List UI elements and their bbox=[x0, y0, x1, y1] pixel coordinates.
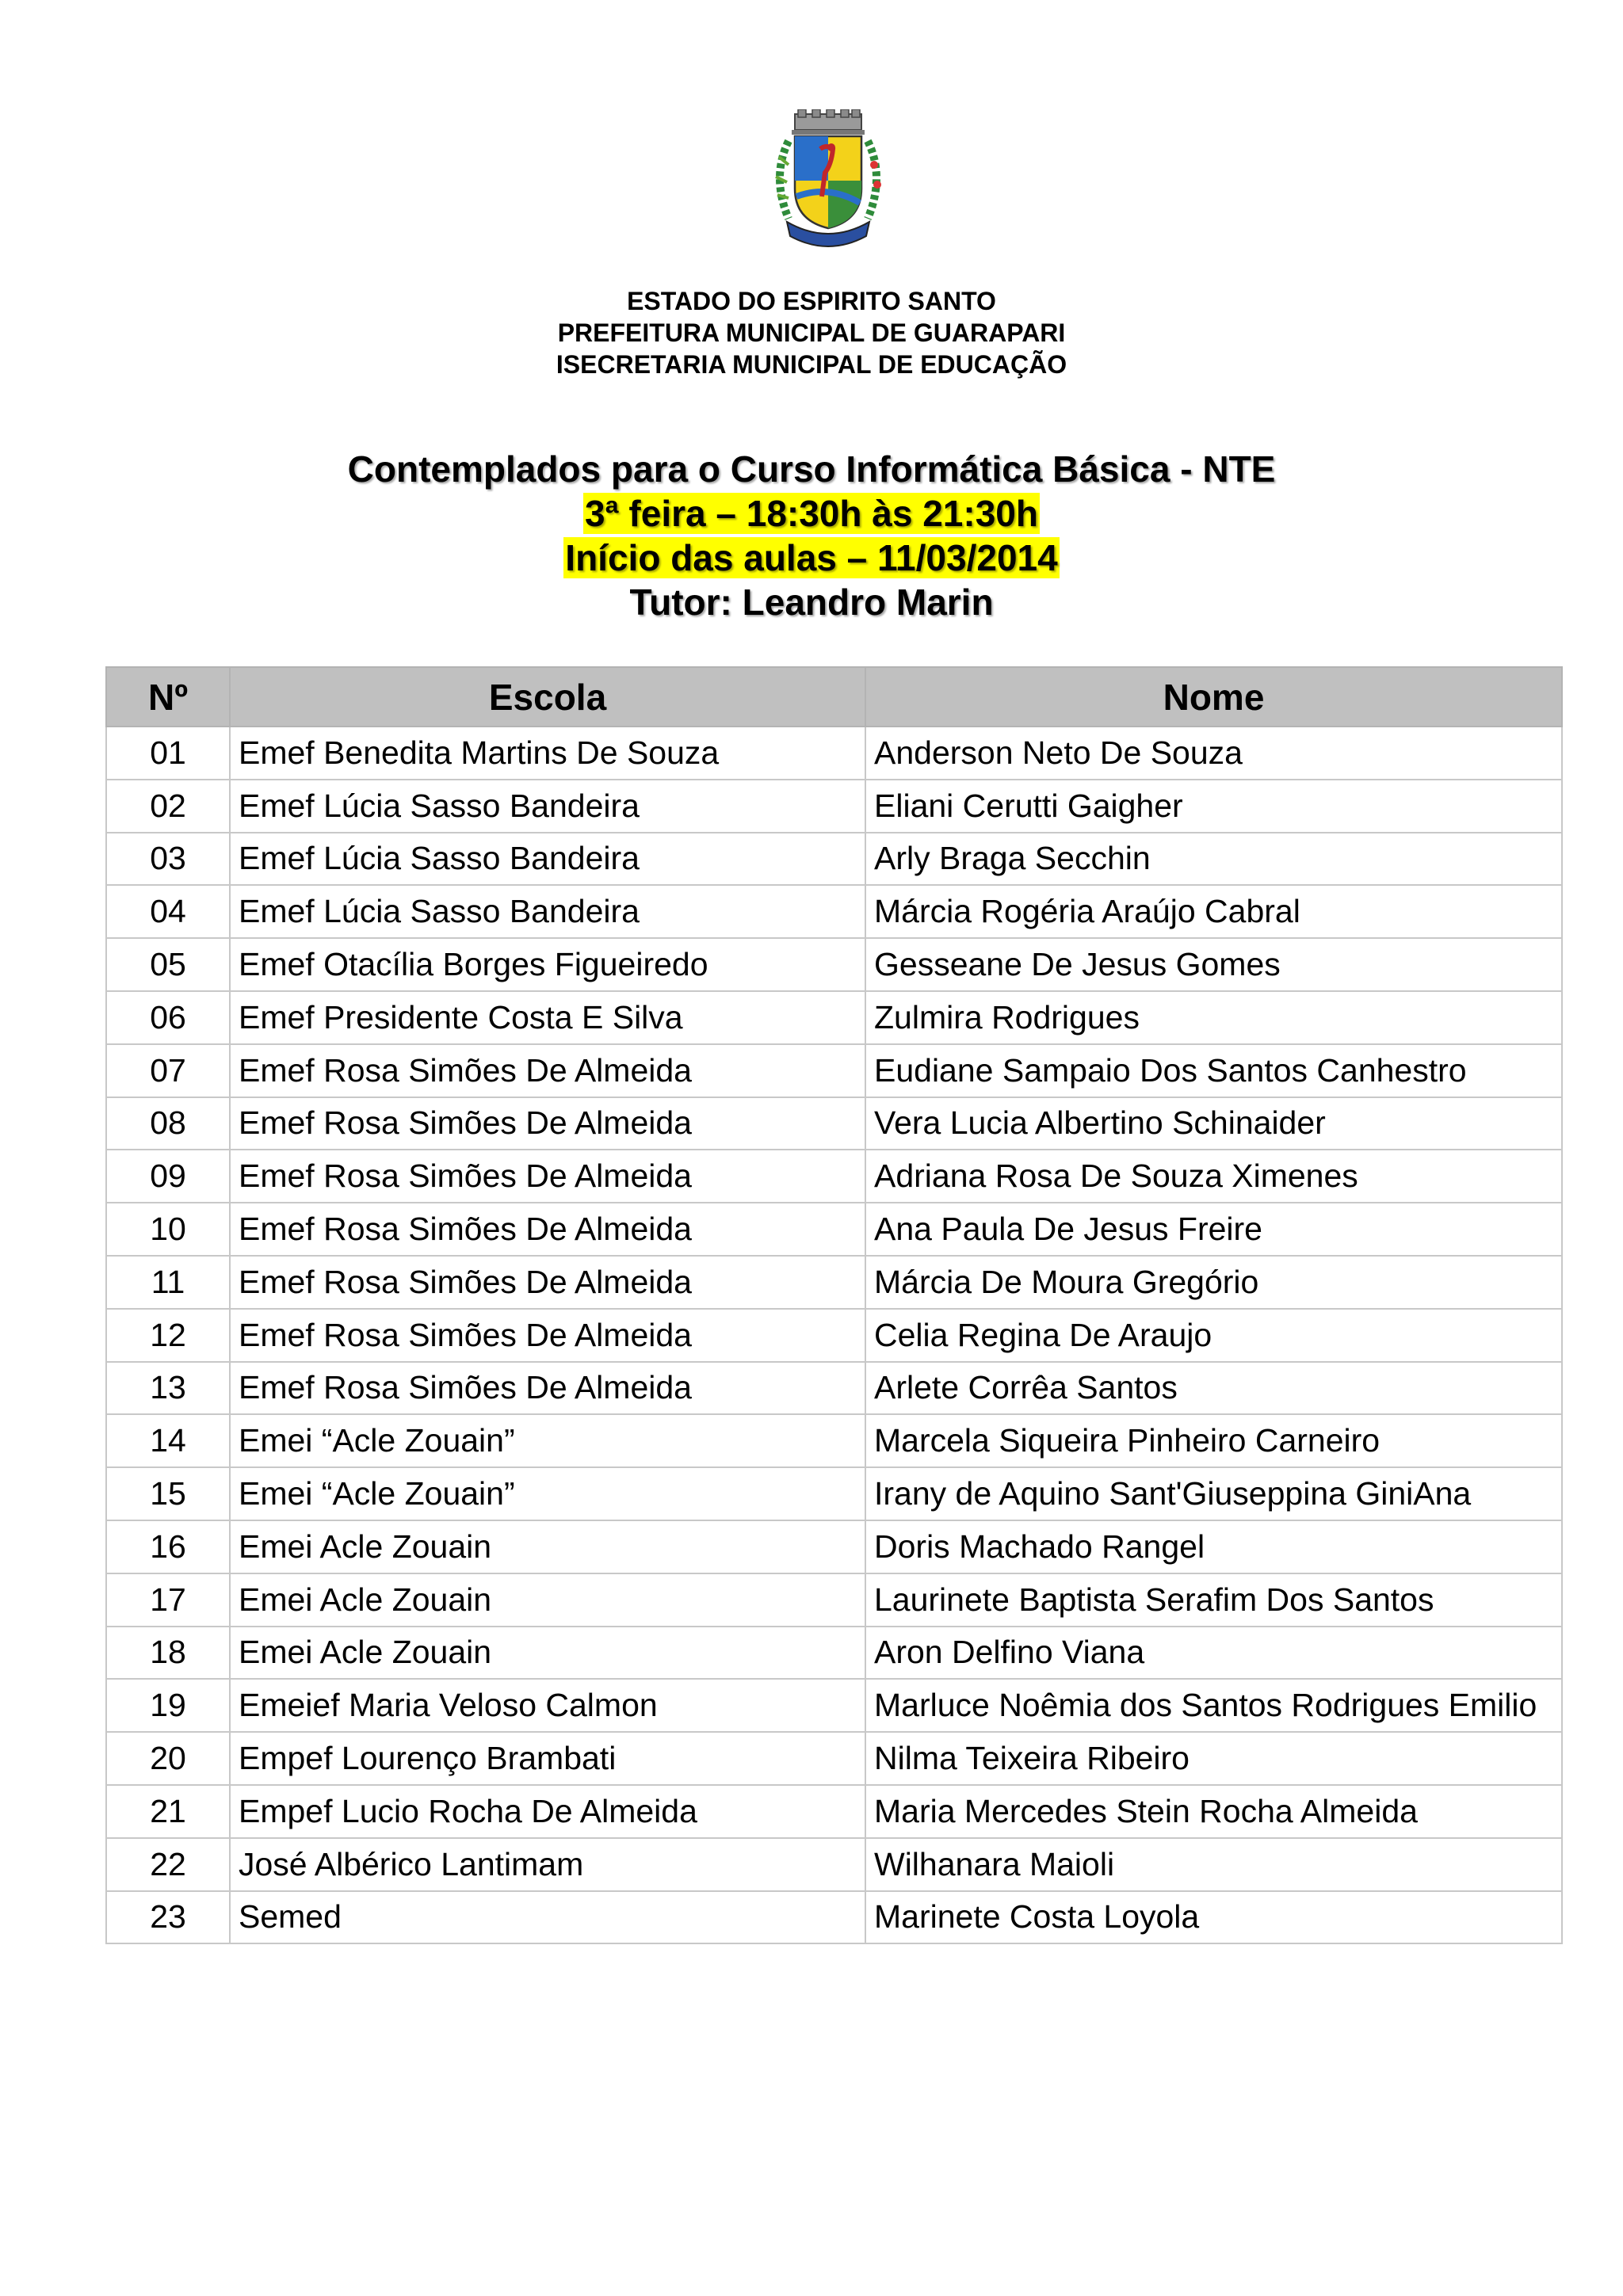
row-number: 10 bbox=[106, 1203, 230, 1256]
row-school: Emef Rosa Simões De Almeida bbox=[230, 1203, 865, 1256]
row-school: Emei Acle Zouain bbox=[230, 1627, 865, 1680]
row-name: Zulmira Rodrigues bbox=[865, 991, 1562, 1044]
table-row bbox=[106, 1362, 1562, 1415]
table-row bbox=[106, 1838, 1562, 1891]
row-number: 22 bbox=[106, 1838, 230, 1891]
row-name: Marcela Siqueira Pinheiro Carneiro bbox=[865, 1414, 1562, 1467]
row-school: Emef Benedita Martins De Souza bbox=[230, 727, 865, 780]
row-school: Emef Presidente Costa E Silva bbox=[230, 991, 865, 1044]
row-number: 15 bbox=[106, 1467, 230, 1520]
row-name: Gesseane De Jesus Gomes bbox=[865, 938, 1562, 991]
row-school: Emei Acle Zouain bbox=[230, 1573, 865, 1627]
schedule-line: 3ª feira – 18:30h às 21:30h bbox=[585, 493, 1038, 534]
row-number: 21 bbox=[106, 1785, 230, 1838]
row-name: Ana Paula De Jesus Freire bbox=[865, 1203, 1562, 1256]
row-school: Emei Acle Zouain bbox=[230, 1520, 865, 1573]
row-school: Emef Lúcia Sasso Bandeira bbox=[230, 780, 865, 833]
row-number: 19 bbox=[106, 1679, 230, 1732]
row-number: 08 bbox=[106, 1097, 230, 1150]
row-number: 03 bbox=[106, 833, 230, 886]
row-name: Anderson Neto De Souza bbox=[865, 727, 1562, 780]
row-school: Emef Rosa Simões De Almeida bbox=[230, 1097, 865, 1150]
table-row bbox=[106, 938, 1562, 991]
row-school: Emei “Acle Zouain” bbox=[230, 1414, 865, 1467]
row-name: Eliani Cerutti Gaigher bbox=[865, 780, 1562, 833]
table-row bbox=[106, 991, 1562, 1044]
participants-table bbox=[105, 666, 1563, 1944]
table-row bbox=[106, 1785, 1562, 1838]
row-number: 23 bbox=[106, 1891, 230, 1944]
row-number: 05 bbox=[106, 938, 230, 991]
table-row bbox=[106, 885, 1562, 938]
row-number: 04 bbox=[106, 885, 230, 938]
row-number: 02 bbox=[106, 780, 230, 833]
row-name: Nilma Teixeira Ribeiro bbox=[865, 1732, 1562, 1785]
row-school: Emei “Acle Zouain” bbox=[230, 1467, 865, 1520]
row-name: Irany de Aquino Sant'Giuseppina GiniAna bbox=[865, 1467, 1562, 1520]
table-row bbox=[106, 1097, 1562, 1150]
row-name: Adriana Rosa De Souza Ximenes bbox=[865, 1150, 1562, 1203]
column-header-number: Nº bbox=[106, 667, 230, 727]
table-row bbox=[106, 1573, 1562, 1627]
column-header-school: Escola bbox=[230, 667, 865, 727]
table-row bbox=[106, 1256, 1562, 1309]
state-name: ESTADO DO ESPIRITO SANTO bbox=[627, 287, 996, 315]
tutor-line: Tutor: Leandro Marin bbox=[629, 582, 994, 623]
row-school: Empef Lucio Rocha De Almeida bbox=[230, 1785, 865, 1838]
row-name: Aron Delfino Viana bbox=[865, 1627, 1562, 1680]
table-row bbox=[106, 1520, 1562, 1573]
table-row bbox=[106, 1309, 1562, 1362]
row-number: 09 bbox=[106, 1150, 230, 1203]
row-name: Arlete Corrêa Santos bbox=[865, 1362, 1562, 1415]
table-row bbox=[106, 1203, 1562, 1256]
municipal-crest-logo bbox=[765, 109, 892, 248]
row-number: 17 bbox=[106, 1573, 230, 1627]
row-name: Vera Lucia Albertino Schinaider bbox=[865, 1097, 1562, 1150]
table-row bbox=[106, 1732, 1562, 1785]
row-school: Emef Rosa Simões De Almeida bbox=[230, 1150, 865, 1203]
table-row bbox=[106, 1627, 1562, 1680]
table-row bbox=[106, 780, 1562, 833]
row-name: Marinete Costa Loyola bbox=[865, 1891, 1562, 1944]
row-number: 06 bbox=[106, 991, 230, 1044]
row-name: Márcia Rogéria Araújo Cabral bbox=[865, 885, 1562, 938]
row-school: Emef Rosa Simões De Almeida bbox=[230, 1309, 865, 1362]
row-school: Emef Rosa Simões De Almeida bbox=[230, 1044, 865, 1097]
department-name: ISECRETARIA MUNICIPAL DE EDUCAÇÃO bbox=[556, 350, 1067, 379]
table-row bbox=[106, 1679, 1562, 1732]
row-number: 13 bbox=[106, 1362, 230, 1415]
row-name: Celia Regina De Araujo bbox=[865, 1309, 1562, 1362]
row-name: Doris Machado Rangel bbox=[865, 1520, 1562, 1573]
table-row bbox=[106, 1414, 1562, 1467]
column-header-name: Nome bbox=[865, 667, 1562, 727]
row-name: Márcia De Moura Gregório bbox=[865, 1256, 1562, 1309]
row-number: 18 bbox=[106, 1627, 230, 1680]
row-school: Emef Rosa Simões De Almeida bbox=[230, 1362, 865, 1415]
row-name: Maria Mercedes Stein Rocha Almeida bbox=[865, 1785, 1562, 1838]
municipality-name: PREFEITURA MUNICIPAL DE GUARAPARI bbox=[557, 318, 1066, 347]
document-titles bbox=[0, 447, 1623, 624]
row-number: 20 bbox=[106, 1732, 230, 1785]
start-date-line: Início das aulas – 11/03/2014 bbox=[565, 537, 1058, 578]
table-row bbox=[106, 833, 1562, 886]
course-title: Contemplados para o Curso Informática Básica - NTE bbox=[347, 448, 1276, 490]
table-row bbox=[106, 1467, 1562, 1520]
row-name: Laurinete Baptista Serafim Dos Santos bbox=[865, 1573, 1562, 1627]
table-row bbox=[106, 727, 1562, 780]
row-number: 01 bbox=[106, 727, 230, 780]
row-school: Semed bbox=[230, 1891, 865, 1944]
row-school: Emef Otacília Borges Figueiredo bbox=[230, 938, 865, 991]
table-row bbox=[106, 1150, 1562, 1203]
row-name: Marluce Noêmia dos Santos Rodrigues Emilio bbox=[865, 1679, 1562, 1732]
row-school: Emef Rosa Simões De Almeida bbox=[230, 1256, 865, 1309]
row-number: 12 bbox=[106, 1309, 230, 1362]
row-number: 14 bbox=[106, 1414, 230, 1467]
table-row bbox=[106, 1891, 1562, 1944]
row-school: José Albérico Lantimam bbox=[230, 1838, 865, 1891]
row-school: Emef Lúcia Sasso Bandeira bbox=[230, 885, 865, 938]
row-name: Eudiane Sampaio Dos Santos Canhestro bbox=[865, 1044, 1562, 1097]
row-number: 11 bbox=[106, 1256, 230, 1309]
table-header-row bbox=[106, 667, 1562, 727]
row-name: Arly Braga Secchin bbox=[865, 833, 1562, 886]
row-school: Emef Lúcia Sasso Bandeira bbox=[230, 833, 865, 886]
row-name: Wilhanara Maioli bbox=[865, 1838, 1562, 1891]
row-school: Emeief Maria Veloso Calmon bbox=[230, 1679, 865, 1732]
document-header bbox=[0, 285, 1623, 380]
row-number: 16 bbox=[106, 1520, 230, 1573]
row-school: Empef Lourenço Brambati bbox=[230, 1732, 865, 1785]
row-number: 07 bbox=[106, 1044, 230, 1097]
table-row bbox=[106, 1044, 1562, 1097]
